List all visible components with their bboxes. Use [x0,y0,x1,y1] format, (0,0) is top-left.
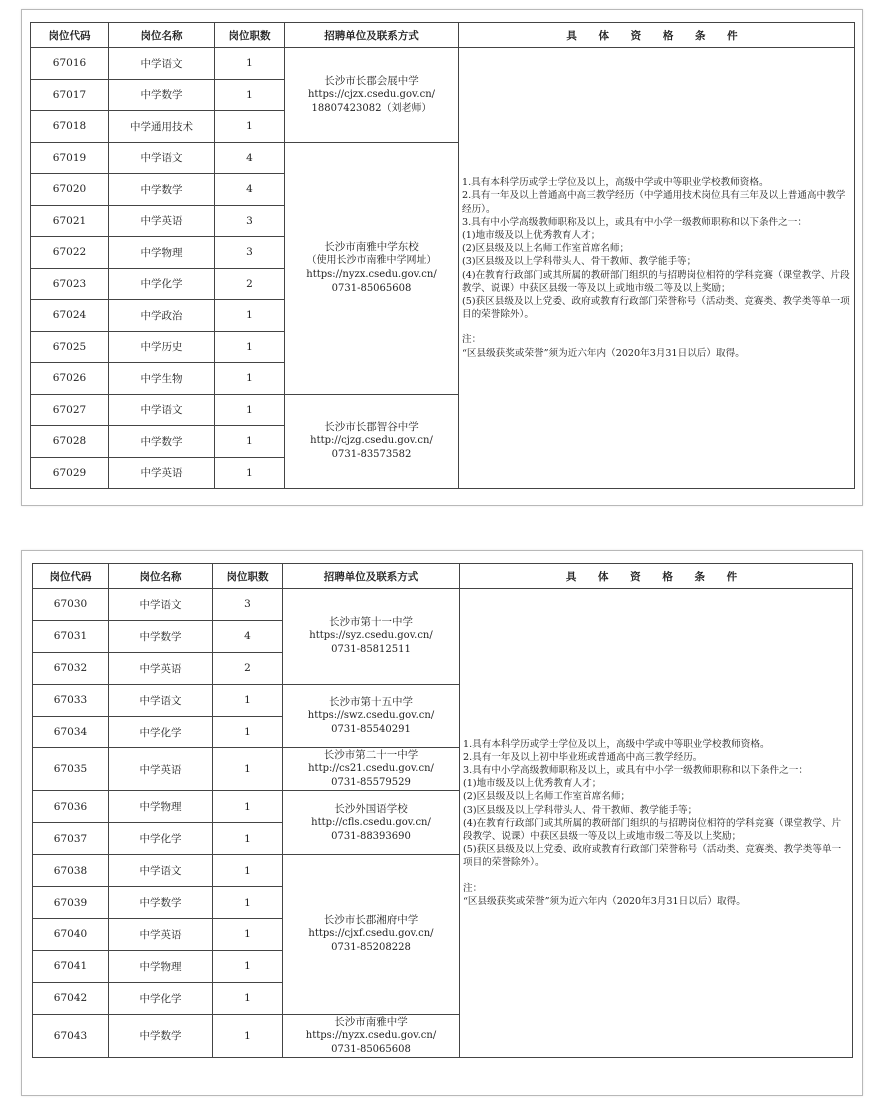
position-code-cell: 67028 [31,426,109,458]
employer-contact-cell [283,684,460,748]
employer-contact-line: https://nyzx.csedu.gov.cn/ [306,269,437,280]
requirement-line: 3.具有中小学高级教师职称及以上，或具有中小学一级教师职称和以下条件之一： [462,216,807,228]
position-code-cell: 67024 [31,300,109,332]
position-count-cell: 1 [213,919,283,951]
position-name-cell: 中学历史 [109,331,215,363]
position-code-cell: 67035 [33,748,109,791]
table-row [31,48,855,80]
position-count-cell: 1 [215,394,285,426]
position-count-cell: 1 [215,363,285,395]
requirement-line: (4)在教育行政部门或其所属的教研部门组织的与招聘岗位相符的学科竞赛（课堂教学、片段教学、说课）中获区县级一等及以上或地市级二等及以上奖励； [462,269,850,294]
position-code-cell: 67036 [33,791,109,823]
recruitment-table-2 [32,563,853,1058]
employer-contact-line: https://syz.csedu.gov.cn/ [309,630,433,642]
position-name-cell: 中学语文 [109,855,213,887]
employer-name: 长沙外国语学校 [334,802,408,815]
employer-name: 长沙市第十五中学 [329,696,413,709]
position-name-cell: 中学化学 [109,268,215,300]
employer-contact-line: https://cjxf.csedu.gov.cn/ [308,928,434,940]
position-name-cell: 中学英语 [109,652,213,684]
position-code-cell: 67017 [31,79,109,111]
table-body [33,589,853,1058]
position-code-cell: 67032 [33,652,109,684]
employer-contact-cell [285,48,459,143]
position-code-cell: 67029 [31,457,109,489]
position-name-cell: 中学数学 [109,620,213,652]
employer-contact-line: http://cfls.csedu.gov.cn/ [311,816,431,828]
header-code: 岗位代码 [33,564,109,589]
employer-contact-line: http://cs21.csedu.gov.cn/ [308,763,434,775]
position-count-cell: 1 [215,111,285,143]
header-requirements: 具 体 资 格 条 件 [459,23,855,48]
position-code-cell: 67039 [33,887,109,919]
position-code-cell: 67027 [31,394,109,426]
position-count-cell: 2 [213,652,283,684]
requirement-line: 注： [462,334,482,346]
requirement-line: (3)区县级及以上学科带头人、骨干教师、教学能手等； [462,256,697,268]
requirements-gap [462,321,851,333]
position-count-cell: 1 [215,48,285,80]
position-count-cell: 1 [213,982,283,1014]
recruitment-table-1 [30,22,855,489]
employer-name: 长沙市南雅中学 [334,1015,408,1028]
position-code-cell: 67026 [31,363,109,395]
table-page-1 [21,9,863,506]
requirement-line: (2)区县级及以上名师工作室首席名师； [463,791,631,803]
position-code-cell: 67040 [33,919,109,951]
position-name-cell: 中学化学 [109,823,213,855]
requirement-line: (1)地市级及以上优秀教育人才； [462,229,601,241]
employer-contact-line: 18807423082（刘老师） [311,102,432,114]
position-name-cell: 中学政治 [109,300,215,332]
employer-contact-line: 0731-88393690 [331,830,411,842]
employer-contact-cell [283,589,460,685]
position-count-cell: 1 [213,716,283,748]
position-code-cell: 67030 [33,589,109,621]
position-count-cell: 1 [213,823,283,855]
header-unit: 招聘单位及联系方式 [285,23,459,48]
position-code-cell: 67038 [33,855,109,887]
position-count-cell: 1 [215,331,285,363]
header-count: 岗位职数 [213,564,283,589]
employer-contact-line: （使用长沙市南雅中学网址） [306,255,437,266]
employer-name: 长沙市长郡智谷中学 [324,421,419,434]
position-code-cell: 67043 [33,1014,109,1057]
position-code-cell: 67037 [33,823,109,855]
position-count-cell: 3 [215,205,285,237]
header-count: 岗位职数 [215,23,285,48]
position-count-cell: 1 [215,79,285,111]
position-count-cell: 4 [215,142,285,174]
position-code-cell: 67031 [33,620,109,652]
header-unit: 招聘单位及联系方式 [283,564,460,589]
position-code-cell: 67025 [31,331,109,363]
requirement-line: 3.具有中小学高级教师职称及以上，或具有中小学一级教师职称和以下条件之一： [463,765,808,777]
position-code-cell: 67042 [33,982,109,1014]
position-count-cell: 1 [213,1014,283,1057]
employer-name: 长沙市南雅中学东校 [324,241,419,253]
position-name-cell: 中学通用技术 [109,111,215,143]
table-body [31,48,855,489]
requirement-line: 1.具有本科学历或学士学位及以上，高级中学或中等职业学校教师资格。 [463,738,770,750]
header-row [33,564,853,589]
position-count-cell: 1 [213,748,283,791]
table-row [33,589,853,621]
position-name-cell: 中学化学 [109,982,213,1014]
employer-contact-cell [283,748,460,791]
employer-name: 长沙市长郡湘府中学 [323,914,419,927]
requirements-cell [460,589,853,1058]
employer-contact-line: 0731-85065608 [331,1043,411,1055]
header-name: 岗位名称 [109,23,215,48]
employer-contact-line: https://nyzx.csedu.gov.cn/ [305,1029,437,1041]
position-name-cell: 中学英语 [109,457,215,489]
position-name-cell: 中学语文 [109,394,215,426]
position-name-cell: 中学语文 [109,48,215,80]
header-name: 岗位名称 [109,564,213,589]
position-count-cell: 4 [215,174,285,206]
requirement-line: “区县级获奖或荣誉”须为近六年内（2020年3月31日以后）取得。 [463,895,746,907]
table-page-2 [21,550,863,1096]
requirement-line: 注： [463,882,483,894]
position-name-cell: 中学数学 [109,174,215,206]
header-row [31,23,855,48]
position-code-cell: 67021 [31,205,109,237]
position-count-cell: 1 [215,426,285,458]
employer-contact-line: https://swz.csedu.gov.cn/ [307,710,435,722]
position-name-cell: 中学物理 [109,237,215,269]
position-name-cell: 中学英语 [109,205,215,237]
position-name-cell: 中学语文 [109,589,213,621]
position-name-cell: 中学生物 [109,363,215,395]
requirement-line: 1.具有本科学历或学士学位及以上，高级中学或中等职业学校教师资格。 [462,177,769,189]
requirements-gap [463,870,849,882]
requirement-line: (2)区县级及以上名师工作室首席名师； [462,243,630,255]
requirement-line: (3)区县级及以上学科带头人、骨干教师、教学能手等； [463,804,698,816]
employer-contact-line: 0731-85812511 [331,644,411,656]
position-count-cell: 3 [213,589,283,621]
position-count-cell: 1 [213,684,283,716]
position-code-cell: 67041 [33,950,109,982]
position-count-cell: 3 [215,237,285,269]
employer-contact-line: 0731-85579529 [331,777,411,789]
position-name-cell: 中学英语 [109,919,213,951]
employer-name: 长沙市第二十一中学 [323,749,419,762]
requirement-line: 2.具有一年及以上初中毕业班或普通高中高三教学经历。 [463,751,703,763]
position-name-cell: 中学数学 [109,887,213,919]
position-name-cell: 中学数学 [109,1014,213,1057]
position-code-cell: 67018 [31,111,109,143]
requirement-line: (5)获区县级及以上党委、政府或教育行政部门荣誉称号（活动类、竞赛类、教学类等单一项目的荣誉除外）。 [463,844,842,869]
position-count-cell: 1 [213,791,283,823]
position-code-cell: 67034 [33,716,109,748]
position-code-cell: 67023 [31,268,109,300]
requirement-line: (4)在教育行政部门或其所属的教研部门组织的与招聘岗位相符的学科竞赛（课堂教学、片段教学、说课）中获区县级一等及以上或地市级二等及以上奖励； [463,817,842,843]
position-code-cell: 67016 [31,48,109,80]
position-name-cell: 中学语文 [109,142,215,174]
employer-contact-cell [285,142,459,394]
position-name-cell: 中学英语 [109,748,213,791]
requirement-line: (5)获区县级及以上党委、政府或教育行政部门荣誉称号（活动类、竞赛类、教学类等单一项目的荣誉除外）。 [462,296,850,321]
position-code-cell: 67022 [31,237,109,269]
position-name-cell: 中学语文 [109,684,213,716]
position-count-cell: 1 [215,457,285,489]
requirement-line: 2.具有一年及以上普通高中高三教学经历（中学通用技术岗位具有三年及以上普通高中教学经历）。 [462,190,846,215]
position-count-cell: 2 [215,268,285,300]
employer-contact-line: 0731-85540291 [331,724,411,736]
position-code-cell: 67020 [31,174,109,206]
header-code: 岗位代码 [31,23,109,48]
position-count-cell: 1 [215,300,285,332]
employer-contact-cell [283,1014,460,1057]
position-name-cell: 中学化学 [109,716,213,748]
employer-contact-line: https://cjzx.csedu.gov.cn/ [307,88,436,100]
employer-contact-cell [285,394,459,489]
requirements-cell [459,48,855,489]
employer-contact-line: 0731-85208228 [331,942,411,954]
position-count-cell: 1 [213,855,283,887]
header-requirements: 具 体 资 格 条 件 [460,564,853,589]
position-count-cell: 4 [213,620,283,652]
employer-contact-line: 0731-83573582 [331,449,412,461]
position-name-cell: 中学数学 [109,79,215,111]
position-count-cell: 1 [213,950,283,982]
employer-contact-cell [283,791,460,855]
requirement-line: “区县级获奖或荣誉”须为近六年内（2020年3月31日以后）取得。 [462,347,745,359]
employer-contact-line: 0731-85065608 [331,283,412,294]
employer-contact-cell [283,855,460,1014]
position-code-cell: 67019 [31,142,109,174]
employer-contact-line: http://cjzg.csedu.gov.cn/ [310,435,433,447]
position-name-cell: 中学数学 [109,426,215,458]
position-name-cell: 中学物理 [109,950,213,982]
position-count-cell: 1 [213,887,283,919]
employer-name: 长沙市第十一中学 [329,616,413,629]
position-name-cell: 中学物理 [109,791,213,823]
requirement-line: (1)地市级及以上优秀教育人才； [463,778,602,790]
position-code-cell: 67033 [33,684,109,716]
employer-name: 长沙市长郡会展中学 [324,74,419,87]
